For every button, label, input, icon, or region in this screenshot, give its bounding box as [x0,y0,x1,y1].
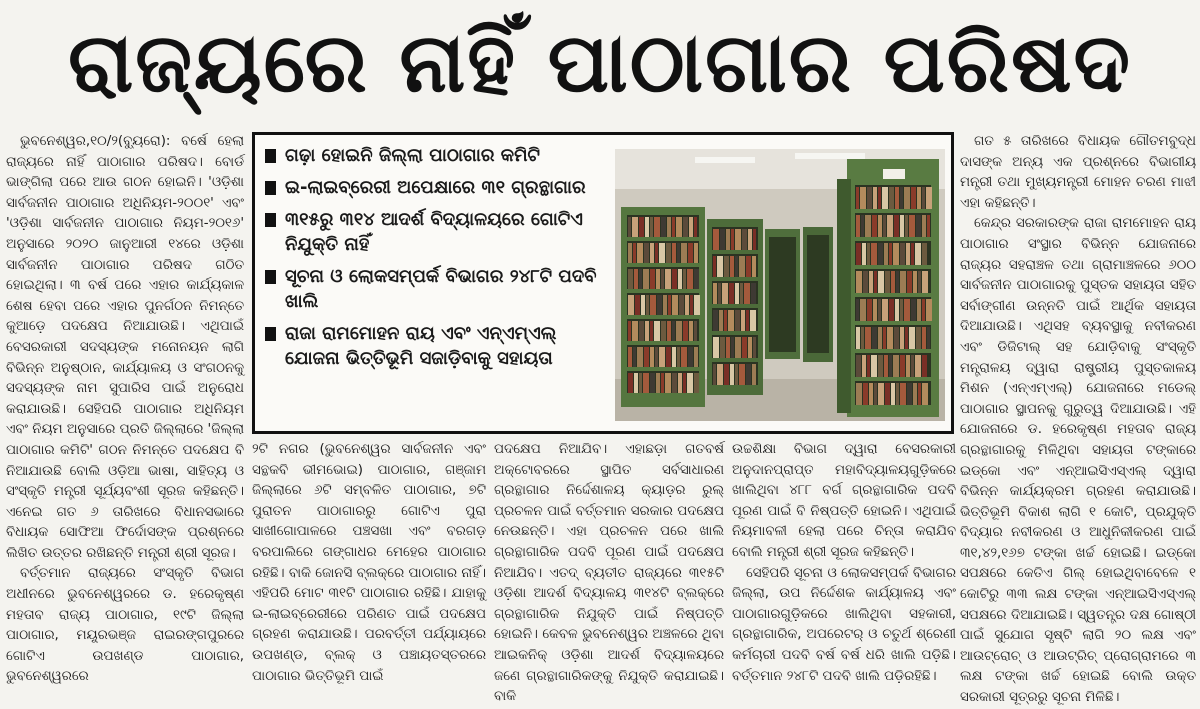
highlight-text: ସୂଚନା ଓ ଲୋକସମ୍ପର୍କ ବିଭାଗର ୨୪୮ଟି ପଦବି ଖାଲି [285,266,597,312]
highlight-text: ଗଢ଼ା ହୋଇନି ଜିଲ୍ଲା ପାଠାଗାର କମିଟି [285,145,541,166]
article-column-1 [6,132,244,696]
highlight-list [265,143,615,378]
highlight-text: ଇ-ଲାଇବ୍ରେରୀ ଅପେକ୍ଷାରେ ୩୧ ଗ୍ରନ୍ଥାଗାର [285,177,586,198]
paragraph: ଗତ ୫ ତାରିଖରେ ବିଧାୟକ ଗୌତମବୁଦ୍ଧ ଦାସଙ୍କ ଅନ୍ୟ ଏକ ପ୍ରଶ୍ନରେ ବିଭାଗୀୟ ମନ୍ତ୍ରୀ ତଥା ମୁଖ୍ୟମନ୍ତ୍ରୀ ମୋହନ ଚରଣ ମାଝୀ ଏହା କହିଛନ୍ତି। [960,134,1196,211]
paragraph: ଭୁବନେଶ୍ୱର,୧୦/୨(ବ୍ୟୁରୋ): ବର୍ଷେ ହେଲା ରାଜ୍ୟରେ ନାହିଁ ପାଠାଗାର ପରିଷଦ। ବୋର୍ଡ ଭାଙ୍ଗିଲା ପରେ ଆଉ ଗଠନ ହୋଇନି। 'ଓଡ଼ିଶା ସାର୍ବଜନୀନ ପାଠାଗାର ଅଧିନିୟମ-୨୦୦୧' ଏବଂ 'ଓଡ଼ିଶା ସାର୍ବଜନୀନ ପାଠାଗାର ନିୟମ-୨୦୧୬' ଅନୁସାରେ ୨୦୨୦ ଜାନୁଆରୀ ୧୪ରେ ଓଡ଼ିଶା ସାର୍ବଜନୀନ ପାଠାଗାର ପରିଷଦ ଗଠିତ ହୋଇଥିଲା। ୩ ବର୍ଷ ପରେ ଏହାର କାର୍ଯ୍ୟକାଳ ଶେଷ ହେବା ପରେ ଏହାର ପୁନର୍ଗଠନ ନିମନ୍ତେ କୁଆଡ଼େ ପଦକ୍ଷେପ ନିଆଯାଉଛି। ଏଥିପାଇଁ ବେସରକାରୀ ସଦସ୍ୟଙ୍କ ମନୋନୟନ ଲାଗି ବିଭିନ୍ନ ଅନୁଷ୍ଠାନ, କାର୍ଯ୍ୟାଳୟ ଓ ସଂଗଠନକୁ ସଦସ୍ୟଙ୍କ ନାମ ସୁପାରିସ ପାଇଁ ଅନୁରୋଧ କରାଯାଉଛି। ସେହିପରି ପାଠାଗାର ଅଧିନିୟମ ଏବଂ ନିୟମ ଅନୁସାରେ ପ୍ରତି ଜିଲ୍ଲାରେ 'ଜିଲ୍ଲା ପାଠାଗାର କମିଟି' ଗଠନ ନିମନ୍ତେ ପଦକ୍ଷେପ ବି ନିଆଯାଉଛି ବୋଲି ଓଡ଼ିଆ ଭାଷା, ସାହିତ୍ୟ ଓ ସଂସ୍କୃତି ମନ୍ତ୍ରୀ ସୂର୍ଯ୍ୟବଂଶୀ ସୂରଜ କହିଛନ୍ତି। ଏନେଇ ଗତ ୬ ତାରିଖରେ ବିଧାନସଭାରେ ବିଧାୟକ ସୋଫିଆ ଫିର୍ଦୋସଙ୍କ ପ୍ରଶ୍ନରେ ଲିଖିତ ଉତ୍ତର ରଖିଛନ୍ତି ମନ୍ତ୍ରୀ ଶ୍ରୀ ସୂରଜ। [6,134,244,561]
highlight-text: ରାଜା ରାମମୋହନ ରାୟ ଏବଂ ଏନ୍‌ଏମ୍‌ଏଲ୍ ଯୋଜନା ଭିତ୍ତିଭୂମି ସଜାଡ଼ିବାକୁ ସହାୟତା [285,323,557,369]
bullet-square-icon [265,213,276,227]
highlight-item [265,321,615,371]
highlight-text: ୩୧୫ରୁ ୩୧୪ ଆଦର୍ଶ ବିଦ୍ୟାଳୟରେ ଗୋଟିଏ ନିଯୁକ୍ତି ନାହିଁ [285,209,583,255]
article-column-right [960,132,1196,706]
paragraph: ୨ଟି ନଗର (ଭୁବନେଶ୍ୱର ସାର୍ବଜନୀନ ଏବଂ ସନ୍ଥକବି ଭୀମଭୋଇ) ପାଠାଗାର, ଗଞ୍ଜାମ ଜିଲ୍ଲାରେ ୬ଟି ସମ୍ବଳିତ ପାଠାଗାର, ୭ଟି ପୁରାତନ ପାଠାଗାରରୁ ଗୋଟିଏ ପୁରା ସାଖୀଗୋପାଳରେ ପଞ୍ଚସଖା ଏବଂ ବରଗଡ଼ ବରପାଲିରେ ଗଙ୍ଗାଧର ମେହେର ପାଠାଗାର ରହିଛି। ବାକି ଜୋନସି ବ୍ଲକ୍‌ରେ ପାଠାଗାର ନାହିଁ। ଏହିପରି ମୋଟ ୩୧ଟି ପାଠାଗାର ରହିଛି। ଯାହାକୁ ଇ-ଲାଇବ୍ରେରୀରେ ପରିଣତ ପାଇଁ ପଦକ୍ଷେପ ଗ୍ରହଣ କରାଯାଉଛି। ପରବର୍ତ୍ତୀ ପର୍ଯ୍ୟାୟରେ ଉପଖଣ୍ଡ, ବ୍ଲକ୍ ଓ ପଞ୍ଚାୟତସ୍ତରରେ ପାଠାଗାର ଭିତ୍ତିଭୂମି ପାଇଁ [252,442,486,684]
bullet-square-icon [265,149,276,163]
highlight-item [265,207,615,257]
paragraph: ବର୍ତ୍ତମାନ ରାଜ୍ୟରେ ସଂସ୍କୃତି ବିଭାଗ ଅଧୀନରେ ଭୁବନେଶ୍ୱରରେ ଡ. ହରେକୃଷ୍ଣ ମହତାବ ରାଜ୍ୟ ପାଠାଗାର, ୧୯ଟି ଜିଲ୍ଲା ପାଠାଗାର, ମୟୂରଭଞ୍ଜ ରାଇରଙ୍ଗପୁରରେ ଗୋଟିଏ ଉପଖଣ୍ଡ ପାଠାଗାର, ଭୁବନେଶ୍ୱରରେ [6,566,244,685]
paragraph: ପଦକ୍ଷେପ ନିଆଯିବ। ଏହାଛଡ଼ା ଗତବର୍ଷ ଅକ୍ଟୋବରରେ ସ୍ଥାପିତ ସର୍ବସାଧାରଣ ଗ୍ରନ୍ଥାଗାର ନିର୍ଦ୍ଦେଶାଳୟ କ୍ୟାଡ଼ର ରୁଲ୍ ପ୍ରଚଳନ ପାଇଁ ବର୍ତ୍ତମାନ ସରକାର ପଦକ୍ଷେପ ନେଉଛନ୍ତି। ଏହା ପ୍ରଚଳନ ପରେ ଖାଲି ଗ୍ରନ୍ଥାଗାରିକ ପଦବି ପୂରଣ ପାଇଁ ପଦକ୍ଷେପ ନିଆଯିବ। ଏତଦ୍ ବ୍ୟତୀତ ରାଜ୍ୟରେ ୩୧୫ଟି ଓଡ଼ିଶା ଆଦର୍ଶ ବିଦ୍ୟାଳୟ ୩୧୪ଟି ବ୍ଲକ୍‌ରେ ଗ୍ରନ୍ଥାଗାରିକ ନିଯୁକ୍ତି ପାଇଁ ନିଷ୍ପତ୍ତି ହୋଇନି। କେବଳ ଭୁବନେଶ୍ୱର ଅଞ୍ଚଳରେ ଥିବା ଆଇକନିକ୍ ଓଡ଼ିଶା ଆଦର୍ଶ ବିଦ୍ୟାଳୟରେ ଜଣେ ଗ୍ରନ୍ଥାଗାରିକଙ୍କୁ ନିଯୁକ୍ତି କରାଯାଇଛି। ବାକି [494,442,724,705]
highlight-box [252,132,954,434]
highlight-item [265,143,615,168]
paragraph: କେନ୍ଦ୍ର ସରକାରଙ୍କ ରାଜା ରାମମୋହନ ରାୟ ପାଠାଗାର ସଂସ୍ଥାର ବିଭିନ୍ନ ଯୋଜନାରେ ରାଜ୍ୟର ସହରାଞ୍ଚଳ ତଥା ଗ୍ରାମାଞ୍ଚଳରେ ୬୦୦ ସାର୍ବଜନୀନ ପାଠାଗାରକୁ ପୁସ୍ତକ ସହାୟତା ସହିତ ସର୍ବାଙ୍ଗୀଣ ଉନ୍ନତି ପାଇଁ ଆର୍ଥିକ ସହାୟତା ଦିଆଯାଉଛି। ଏଥିସହ ବ୍ୟବସ୍ଥାକୁ ନବୀକରଣ ଏବଂ ଡିଜିଟାଲ୍ ସହ ଯୋଡ଼ିବାକୁ ସଂସ୍କୃତି ମନ୍ତ୍ରାଳୟ ଦ୍ୱାରା ରାଷ୍ଟ୍ରୀୟ ପୁସ୍ତକାଳୟ ମିଶନ (ଏନ୍‌ଏମ୍‌ଏଲ୍) ଯୋଜନାରେ ମଡେଲ୍ ପାଠାଗାର ସ୍ଥାପନକୁ ଗୁରୁତ୍ୱ ଦିଆଯାଉଛି। ଏହି ଯୋଜନାରେ ଡ. ହରେକୃଷ୍ଣ ମହତାବ ରାଜ୍ୟ ଗ୍ରନ୍ଥାଗାରକୁ ମିଳିଥିବା ସହାୟତା ଟଙ୍କାରେ ଇଡ୍‌କୋ ଏବଂ ଏନ୍‌ଆଇସିଏସ୍‌ଏଲ୍ ଦ୍ୱାରା ବିଭିନ୍ନ କାର୍ଯ୍ୟକ୍ରମ ଗ୍ରହଣ କରାଯାଉଛି। ଭିତ୍ତିଭୂମି ବିକାଶ ଲାଗି ୧ କୋଟି, ପ୍ରଯୁକ୍ତି ବିଦ୍ୟାର ନବୀକରଣ ଓ ଆଧୁନିକୀକରଣ ପାଇଁ ୩୧,୪୨,୧୬୭ ଟଙ୍କା ଖର୍ଚ୍ଚ ହୋଇଛି। ଇଡ୍‌କୋ ସପକ୍ଷରେ କେତିଏ ଗିଲ୍ ହୋଇଥିବାବେଳେ ୧ କୋଟିରୁ ୩୩ ଲକ୍ଷ ଟଙ୍କା ଏନ୍‌ଆଇସିଏସ୍‌ଏଲ୍ ସପକ୍ଷରେ ଦିଆଯାଇଛି। ସ୍ୱତନ୍ତ୍ର ଦକ୍ଷ ଗୋଷ୍ଠୀ ପାଇଁ ସୁଯୋଗ ସୃଷ୍ଟି ଲାଗି ୨୦ ଲକ୍ଷ ଏବଂ ଆଉଟ୍‌ରୋଚ୍ ଓ ଆଉଟ୍‌ରିଚ୍ ପ୍ରୋଗ୍ରାମରେ ୩ ଲକ୍ଷ ଟଙ୍କା ଖର୍ଚ୍ଚ ହୋଇଛି ବୋଲି ଉକ୍ତ ସରକାରୀ ସୂତ୍ରରୁ ସୂଚନା ମିଳିଛି। [960,216,1196,706]
library-bookshelves-photo [615,149,945,421]
paragraph: ଉଚ୍ଚଶିକ୍ଷା ବିଭାଗ ଦ୍ୱାରା ବେସରକାରୀ ଅନୁଦାନପ୍ରାପ୍ତ ମହାବିଦ୍ୟାଳୟଗୁଡ଼ିକରେ ଖାଲିଥିବା ୪୮୮ ବର୍ଗ ଗ୍ରନ୍ଥାଗାରିକ ପଦବି ପୂରଣ ପାଇଁ ବି ନିଷ୍ପତ୍ତି ହୋଇନି। ଏଥିପାଇଁ ନିୟମାବଳୀ ହେଲା ପରେ ଚିନ୍ତା କରାଯିବ ବୋଲି ମନ୍ତ୍ରୀ ଶ୍ରୀ ସୂରଜ କହିଛନ୍ତି। [732,442,956,560]
paragraph: ସେହିପରି ସୂଚନା ଓ ଲୋକସମ୍ପର୍କ ବିଭାଗର ଜିଲ୍ଲା, ଉପ ନିର୍ଦ୍ଦେଶକ କାର୍ଯ୍ୟାଳୟ ଏବଂ ପାଠାଗାରଗୁଡ଼ିକରେ ଖାଲିଥିବା ସହକାରୀ, ଗ୍ରନ୍ଥାଗାରିକ, ଅପରେଟର୍ ଓ ଚତୁର୍ଥ ଶ୍ରେଣୀ କର୍ମଚାରୀ ପଦବି ବର୍ଷ ବର୍ଷ ଧରି ଖାଲି ପଡ଼ିଛି। ବର୍ତ୍ତମାନ ୨୪୮ଟି ପଦବି ଖାଲି ପଡ଼ିରହିଛି। [732,565,956,684]
headline: ରାଜ୍ୟରେ ନାହିଁ ପାଠାଗାର ପରିଷଦ [68,16,1132,111]
article-column-2 [252,440,486,696]
article-column-3 [494,440,724,705]
bullet-square-icon [265,327,276,341]
bullet-square-icon [265,270,276,284]
bullet-square-icon [265,181,276,195]
highlight-item [265,175,615,200]
highlight-item [265,264,615,314]
article-column-4 [732,440,956,696]
